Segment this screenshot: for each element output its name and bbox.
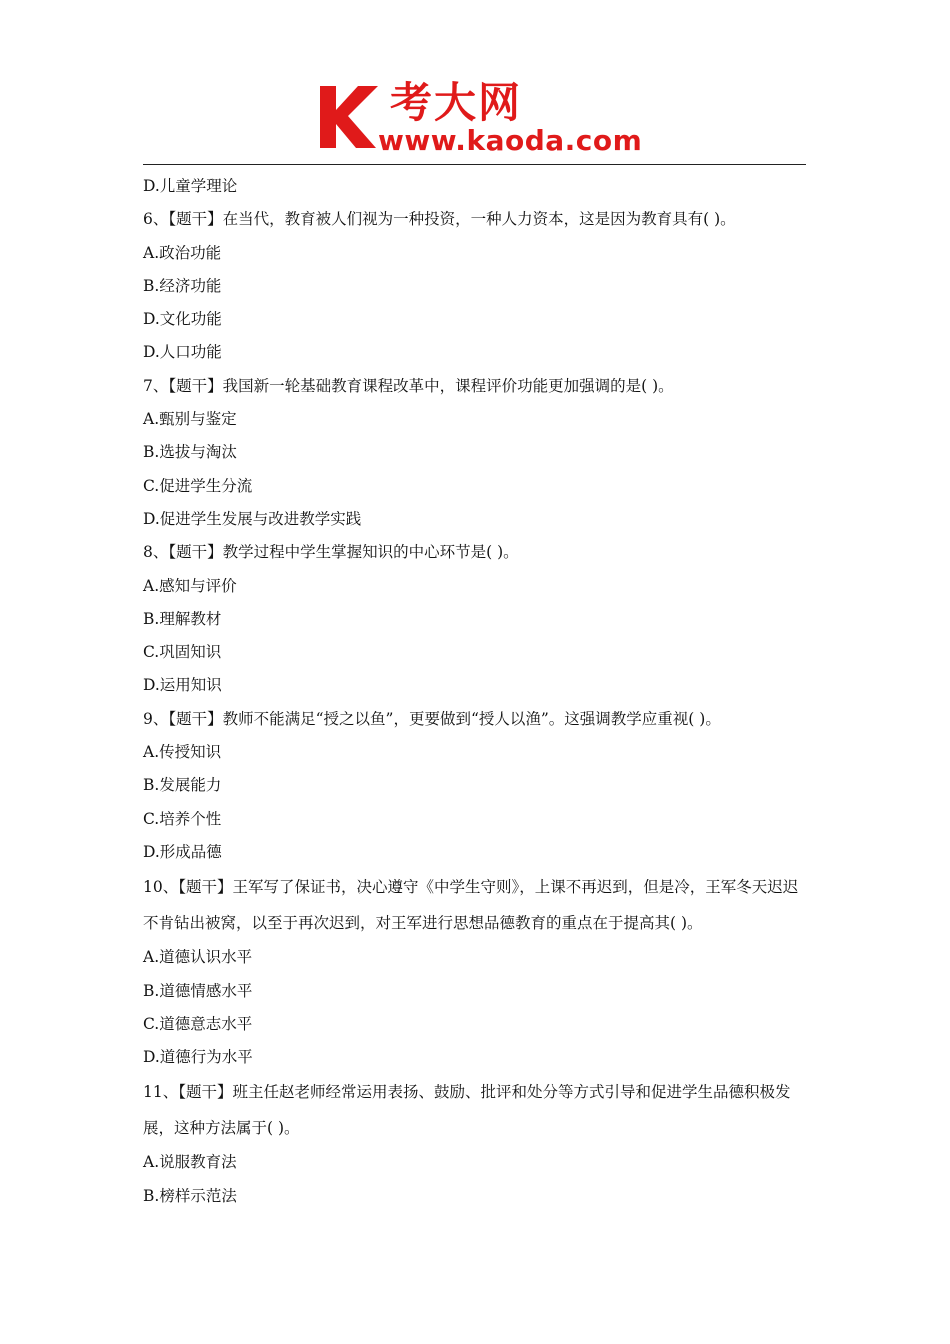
option-line: D.形成品德: [143, 842, 222, 861]
option-line: C.促进学生分流: [143, 476, 253, 495]
option-line: B.榜样示范法: [143, 1186, 237, 1205]
option-line: A.政治功能: [143, 243, 222, 262]
question-stem: 8、【题干】教学过程中学生掌握知识的中心环节是( )。: [143, 543, 519, 562]
option-line: B.经济功能: [143, 276, 222, 295]
logo-title: 考大网: [390, 78, 523, 127]
option-line: C.培养个性: [143, 809, 222, 828]
question-stem: 10、【题干】王军写了保证书，决心遵守《中学生守则》，上课不再迟到，但是冷，王军冬天迟迟不肯钻出被窝，以至于再次迟到，对王军进行思想品德教育的重点在于提高其( )。: [143, 878, 799, 933]
option-line: C.巩固知识: [143, 643, 222, 662]
k-logo-icon: [318, 80, 382, 150]
option-line: A.说服教育法: [143, 1153, 237, 1172]
option-line: A.感知与评价: [143, 576, 237, 595]
kaoda-logo[interactable]: [318, 80, 648, 160]
question-content: [143, 170, 809, 1213]
option-line: D.道德行为水平: [143, 1048, 253, 1067]
option-line: B.选拔与淘汰: [143, 443, 237, 462]
option-line: D.运用知识: [143, 676, 222, 695]
option-line: C.道德意志水平: [143, 1014, 253, 1033]
option-line: D.儿童学理论: [143, 177, 238, 195]
option-line: B.道德情感水平: [143, 981, 253, 1000]
option-line: A.传授知识: [143, 743, 222, 762]
header-divider: [143, 164, 806, 165]
option-line: B.理解教材: [143, 609, 222, 628]
option-line: B.发展能力: [143, 776, 222, 795]
option-line: D.促进学生发展与改进教学实践: [143, 509, 362, 528]
option-line: D.文化功能: [143, 310, 222, 329]
question-stem: 11、【题干】班主任赵老师经常运用表扬、鼓励、批评和处分等方式引导和促进学生品德积极发展，这种方法属于( )。: [143, 1083, 791, 1138]
page-header: [0, 0, 950, 166]
question-stem: 9、【题干】教师不能满足“授之以鱼”，更要做到“授人以渔”。这强调教学应重视( )。: [143, 709, 721, 728]
question-stem: 7、【题干】我国新一轮基础教育课程改革中，课程评价功能更加强调的是( )。: [143, 376, 674, 395]
option-line: A.甄别与鉴定: [143, 410, 237, 429]
option-line: A.道德认识水平: [143, 948, 253, 967]
option-line: D.人口功能: [143, 343, 222, 362]
question-stem: 6、【题干】在当代，教育被人们视为一种投资，一种人力资本，这是因为教育具有( )。: [143, 210, 736, 229]
logo-url: www.kaoda.com: [378, 124, 643, 157]
